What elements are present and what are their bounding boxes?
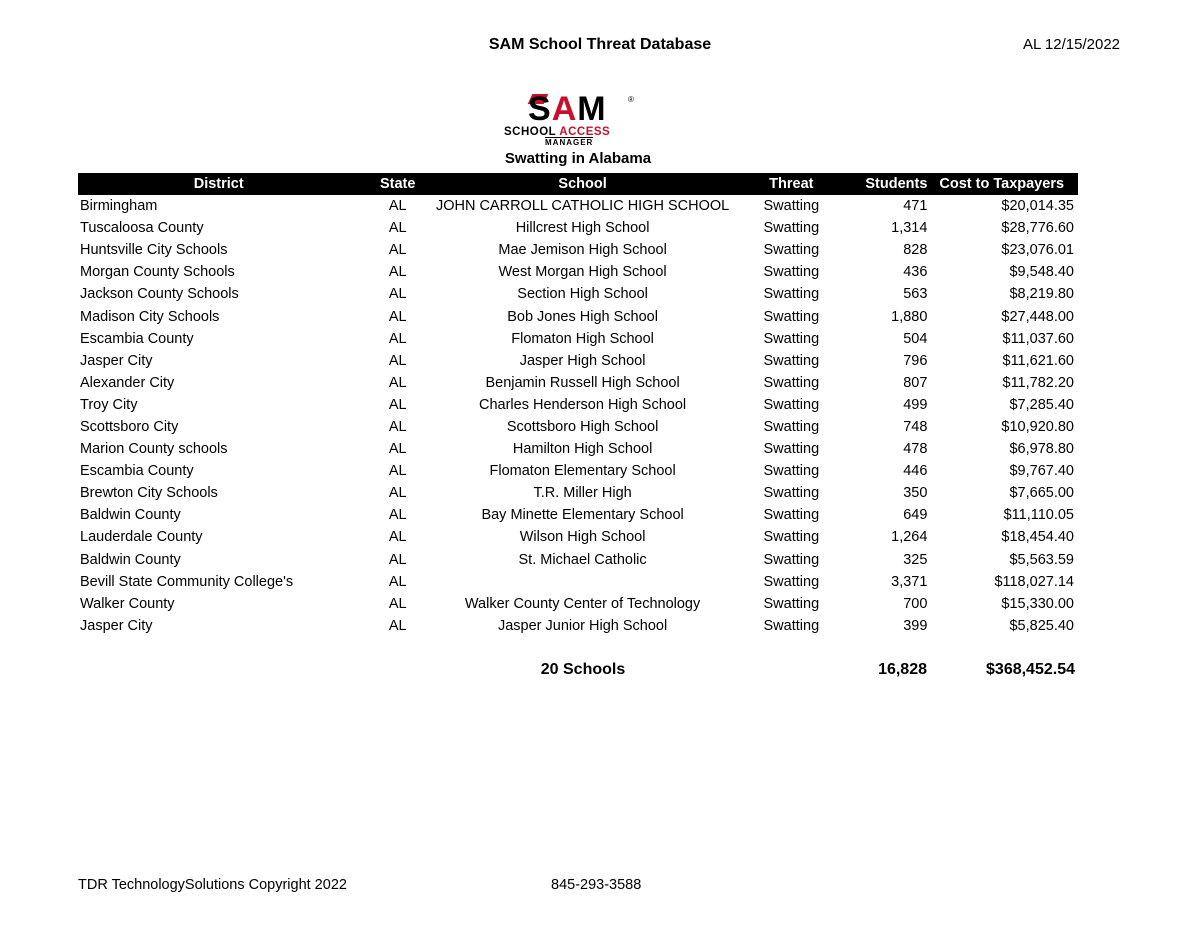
cell-school: JOHN CARROLL CATHOLIC HIGH SCHOOL	[435, 198, 730, 215]
cell-state: AL	[388, 507, 407, 524]
cell-state: AL	[388, 529, 407, 546]
cell-threat: Swatting	[763, 396, 820, 413]
cell-state: AL	[388, 551, 407, 568]
cell-school: Bob Jones High School	[507, 308, 658, 325]
cell-students: 748	[903, 418, 928, 435]
cell-district: Lauderdale County	[80, 529, 203, 546]
cell-students: 399	[903, 617, 928, 634]
cell-students: 504	[903, 330, 928, 347]
cell-threat: Swatting	[763, 485, 820, 502]
cell-district: Marion County schools	[80, 441, 228, 458]
cell-threat: Swatting	[763, 573, 820, 590]
table-row	[78, 350, 1078, 372]
cell-threat: Swatting	[763, 286, 820, 303]
cell-district: Scottsboro City	[80, 418, 179, 435]
cell-threat: Swatting	[763, 551, 820, 568]
cell-students: 649	[903, 507, 928, 524]
cell-threat: Swatting	[763, 308, 820, 325]
cell-school: Wilson High School	[519, 529, 646, 546]
cell-cost: $27,448.00	[1001, 308, 1074, 325]
cell-cost: $11,110.05	[1003, 507, 1074, 524]
report-subtitle: Swatting in Alabama	[504, 150, 652, 167]
table-header-row	[78, 173, 1078, 195]
total-students: 16,828	[878, 661, 927, 678]
cell-school: Jasper Junior High School	[497, 617, 668, 634]
table-row	[78, 239, 1078, 261]
cell-cost: $7,665.00	[1009, 485, 1074, 502]
cell-school: West Morgan High School	[498, 264, 667, 281]
table-row	[78, 394, 1078, 416]
cell-school: Hamilton High School	[512, 441, 653, 458]
cell-threat: Swatting	[763, 352, 820, 369]
table-row	[78, 416, 1078, 438]
cell-threat: Swatting	[763, 441, 820, 458]
cell-threat: Swatting	[763, 198, 820, 215]
cell-cost: $11,782.20	[1002, 374, 1074, 391]
cell-cost: $18,454.40	[1001, 529, 1074, 546]
table-body	[78, 195, 1078, 637]
cell-district: Bevill State Community College's	[80, 573, 294, 590]
cell-cost: $10,920.80	[1001, 418, 1074, 435]
cell-school: Flomaton High School	[511, 330, 654, 347]
logo-sam-text	[528, 92, 607, 126]
cell-district: Morgan County Schools	[80, 264, 235, 281]
cell-students: 478	[903, 441, 928, 458]
cell-school: Bay Minette Elementary School	[481, 507, 684, 524]
cell-cost: $7,285.40	[1009, 396, 1074, 413]
total-schools: 20 Schools	[540, 661, 626, 678]
cell-threat: Swatting	[763, 463, 820, 480]
cell-state: AL	[388, 374, 407, 391]
header-school: School	[436, 173, 729, 195]
cell-cost: $28,776.60	[1001, 220, 1074, 237]
cell-district: Troy City	[80, 396, 138, 413]
cell-district: Jasper City	[80, 352, 153, 369]
cell-school: Jasper High School	[519, 352, 646, 369]
logo-s: S	[528, 90, 552, 128]
cell-students: 471	[903, 198, 928, 215]
cell-cost: $11,621.60	[1002, 352, 1074, 369]
cell-school: T.R. Miller High	[533, 485, 632, 502]
cell-cost: $9,767.40	[1009, 463, 1074, 480]
cell-district: Madison City Schools	[80, 308, 220, 325]
logo-manager: MANAGER	[545, 138, 594, 147]
table-row	[78, 195, 1078, 217]
cell-threat: Swatting	[763, 220, 820, 237]
cell-cost: $5,825.40	[1009, 617, 1074, 634]
page-title: SAM School Threat Database	[488, 36, 712, 53]
cell-cost: $15,330.00	[1001, 595, 1074, 612]
logo-a: A	[551, 90, 578, 128]
page-date: AL 12/15/2022	[1022, 36, 1120, 53]
logo-access: ACCESS	[559, 126, 611, 138]
table-row	[78, 615, 1078, 637]
cell-students: 796	[903, 352, 928, 369]
sam-logo	[500, 92, 660, 147]
table-row	[78, 283, 1078, 305]
cell-threat: Swatting	[763, 529, 820, 546]
cell-school: Mae Jemison High School	[498, 242, 667, 259]
cell-threat: Swatting	[763, 264, 820, 281]
cell-state: AL	[388, 286, 407, 303]
cell-students: 807	[903, 374, 928, 391]
cell-school: Charles Henderson High School	[479, 396, 687, 413]
cell-school: Walker County Center of Technology	[464, 595, 701, 612]
cell-state: AL	[388, 441, 407, 458]
table-row	[78, 526, 1078, 548]
cell-cost: $9,548.40	[1009, 264, 1074, 281]
cell-state: AL	[388, 595, 407, 612]
table-row	[78, 571, 1078, 593]
cell-students: 828	[903, 242, 928, 259]
table-row	[78, 438, 1078, 460]
cell-state: AL	[388, 463, 407, 480]
cell-district: Tuscaloosa County	[80, 220, 204, 237]
table-row	[78, 328, 1078, 350]
cell-district: Jasper City	[80, 617, 153, 634]
cell-students: 1,264	[891, 529, 928, 546]
table-row	[78, 482, 1078, 504]
cell-threat: Swatting	[763, 507, 820, 524]
cell-cost: $6,978.80	[1009, 441, 1074, 458]
cell-threat: Swatting	[763, 242, 820, 259]
cell-state: AL	[388, 573, 407, 590]
cell-cost: $5,563.59	[1009, 551, 1074, 568]
cell-district: Baldwin County	[80, 551, 181, 568]
cell-district: Brewton City Schools	[80, 485, 218, 502]
cell-state: AL	[388, 308, 407, 325]
cell-district: Jackson County Schools	[80, 286, 239, 303]
cell-cost: $8,219.80	[1009, 286, 1074, 303]
cell-students: 700	[903, 595, 928, 612]
cell-school: Hillcrest High School	[515, 220, 650, 237]
cell-school: Scottsboro High School	[506, 418, 659, 435]
cell-state: AL	[388, 485, 407, 502]
cell-students: 499	[903, 396, 928, 413]
cell-students: 325	[903, 551, 928, 568]
cell-threat: Swatting	[763, 330, 820, 347]
cell-district: Baldwin County	[80, 507, 181, 524]
table-row	[78, 460, 1078, 482]
cell-students: 446	[903, 463, 928, 480]
cell-state: AL	[388, 330, 407, 347]
cell-state: AL	[388, 220, 407, 237]
cell-district: Birmingham	[80, 198, 158, 215]
cell-school: St. Michael Catholic	[518, 551, 647, 568]
cell-cost: $11,037.60	[1002, 330, 1074, 347]
cell-district: Escambia County	[80, 330, 194, 347]
table-row	[78, 504, 1078, 526]
cell-district: Escambia County	[80, 463, 194, 480]
table-row	[78, 549, 1078, 571]
cell-threat: Swatting	[763, 418, 820, 435]
cell-state: AL	[388, 264, 407, 281]
table-row	[78, 305, 1078, 327]
table-row	[78, 261, 1078, 283]
header-students: Students	[853, 173, 929, 195]
cell-threat: Swatting	[763, 595, 820, 612]
cell-district: Alexander City	[80, 374, 175, 391]
table-row	[78, 593, 1078, 615]
cell-state: AL	[388, 242, 407, 259]
cell-school: Benjamin Russell High School	[485, 374, 680, 391]
cell-district: Huntsville City Schools	[80, 242, 228, 259]
cell-students: 563	[903, 286, 928, 303]
cell-school: Section High School	[517, 286, 648, 303]
header-threat: Threat	[729, 173, 853, 195]
header-state: State	[359, 173, 436, 195]
cell-students: 436	[903, 264, 928, 281]
table-row	[78, 217, 1078, 239]
logo-school: SCHOOL	[504, 126, 556, 138]
cell-students: 1,314	[891, 220, 928, 237]
cell-threat: Swatting	[763, 617, 820, 634]
cell-threat: Swatting	[763, 374, 820, 391]
cell-cost: $20,014.35	[1001, 198, 1074, 215]
cell-state: AL	[388, 198, 407, 215]
cell-school	[436, 571, 729, 593]
table-row	[78, 372, 1078, 394]
cell-students: 1,880	[891, 308, 928, 325]
cell-cost: $23,076.01	[1001, 242, 1074, 259]
cell-school: Flomaton Elementary School	[489, 463, 676, 480]
cell-students: 350	[903, 485, 928, 502]
cell-students: 3,371	[891, 573, 928, 590]
cell-state: AL	[388, 418, 407, 435]
header-district: District	[78, 173, 359, 195]
registered-mark: ®	[628, 95, 634, 104]
total-cost: $368,452.54	[986, 661, 1075, 678]
logo-m: M	[577, 90, 607, 128]
cell-cost: $118,027.14	[994, 573, 1074, 590]
cell-state: AL	[388, 396, 407, 413]
cell-state: AL	[388, 617, 407, 634]
footer-copyright: TDR TechnologySolutions Copyright 2022	[78, 877, 347, 893]
cell-district: Walker County	[80, 595, 175, 612]
header-cost: Cost to Taxpayers	[929, 173, 1078, 195]
threat-table	[78, 173, 1078, 637]
cell-state: AL	[388, 352, 407, 369]
footer-phone: 845-293-3588	[551, 877, 642, 893]
